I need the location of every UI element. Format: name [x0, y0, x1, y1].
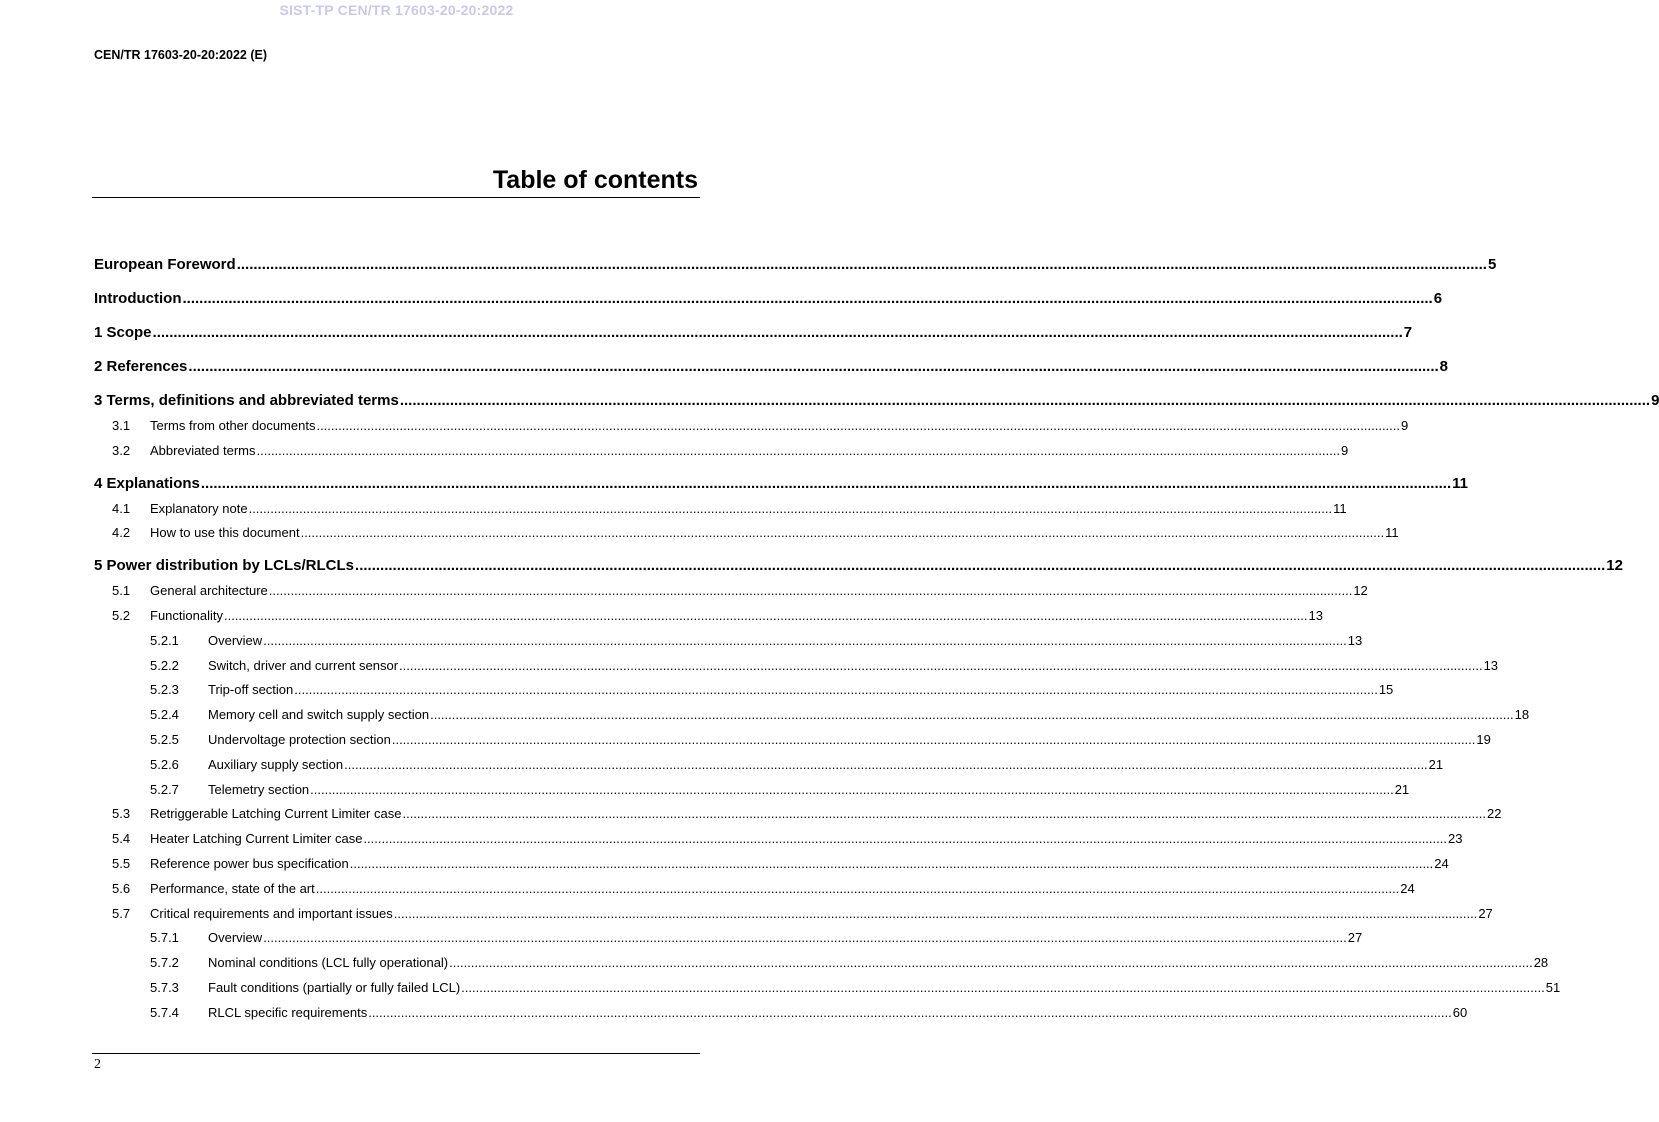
toc-entry-number: 4.1	[112, 500, 131, 516]
toc-entry[interactable]	[94, 254, 1497, 276]
toc-entry-page: 5	[1487, 256, 1497, 273]
toc-entry-number: 5.7	[112, 905, 131, 921]
toc-entry[interactable]	[94, 521, 1399, 546]
toc-entry[interactable]	[94, 827, 1463, 852]
dot-leader: ............................................................................................................................................................................................................................................................................................................	[223, 607, 1308, 623]
toc-entry[interactable]	[94, 703, 1530, 728]
toc-entry[interactable]	[94, 976, 1561, 1001]
toc-entry-page: 24	[1434, 855, 1449, 871]
toc-entry-title: Critical requirements and important issues	[150, 905, 393, 921]
dot-leader: ............................................................................................................................................................................................................................................................................................................	[316, 418, 1400, 433]
table-of-contents	[94, 254, 1659, 1026]
toc-entry-page: 27	[1478, 905, 1493, 921]
toc-entry[interactable]	[94, 322, 1413, 344]
toc-entry-page: 11	[1333, 500, 1347, 516]
toc-entry-title: Overview	[208, 930, 263, 946]
toc-entry[interactable]	[94, 902, 1493, 927]
toc-entry[interactable]	[94, 390, 1659, 412]
dot-leader: ............................................................................................................................................................................................................................................................................................................	[349, 855, 1434, 871]
toc-entry[interactable]	[94, 728, 1491, 753]
dot-leader: ............................................................................................................................................................................................................................................................................................................	[152, 324, 1403, 341]
toc-entry-title: Terms from other documents	[150, 418, 316, 433]
title-divider	[92, 197, 700, 198]
watermark: SIST-TP CEN/TR 17603-20-20:2022	[279, 2, 514, 18]
toc-entry-title: Performance, state of the art	[150, 880, 315, 896]
toc-entry[interactable]	[94, 877, 1415, 902]
toc-entry-title: Functionality	[150, 607, 223, 623]
dot-leader: ............................................................................................................................................................................................................................................................................................................	[263, 632, 1347, 648]
toc-entry-title: 5 Power distribution by LCLs/RLCLs	[94, 557, 355, 575]
toc-entry-number: 5.2.2	[150, 657, 179, 673]
toc-entry-title: 4 Explanations	[94, 474, 200, 492]
toc-entry-page: 9	[1651, 392, 1659, 409]
toc-entry-page: 21	[1394, 781, 1410, 797]
toc-entry[interactable]	[94, 802, 1502, 827]
toc-entry[interactable]	[94, 629, 1363, 654]
toc-entry-title: Reference power bus specification	[150, 855, 349, 871]
toc-entry-number: 5.1	[112, 583, 131, 599]
toc-entry-title: Abbreviated terms	[150, 442, 256, 458]
dot-leader: ............................................................................................................................................................................................................................................................................................................	[399, 657, 1483, 673]
toc-entry-title: Switch, driver and current sensor	[208, 657, 399, 673]
toc-entry-title: Introduction	[94, 290, 182, 307]
toc-entry-page: 28	[1533, 955, 1549, 971]
dot-leader: ............................................................................................................................................................................................................................................................................................................	[355, 557, 1606, 575]
footer-divider	[92, 1053, 700, 1054]
toc-entry-number: 5.3	[112, 806, 131, 822]
toc-entry-page: 9	[1401, 418, 1409, 433]
dot-leader: ............................................................................................................................................................................................................................................................................................................	[315, 880, 1400, 896]
page-number: 2	[94, 1057, 101, 1072]
toc-entry-number: 5.2.4	[150, 707, 179, 723]
toc-entry-title: Auxiliary supply section	[208, 756, 344, 772]
dot-leader: ............................................................................................................................................................................................................................................................................................................	[344, 756, 1428, 772]
toc-entry[interactable]	[94, 439, 1349, 464]
toc-entry-number: 5.2.7	[150, 781, 179, 797]
toc-entry[interactable]	[94, 1001, 1468, 1026]
toc-entry-number: 5.2.6	[150, 756, 179, 772]
toc-entry-page: 13	[1347, 632, 1363, 648]
toc-entry[interactable]	[94, 926, 1363, 951]
toc-entry-page: 12	[1353, 583, 1368, 599]
toc-entry-title: Fault conditions (partially or fully failed LCL)	[208, 979, 461, 995]
toc-entry-page: 13	[1483, 657, 1499, 673]
toc-entry-number: 5.6	[112, 880, 131, 896]
dot-leader: ............................................................................................................................................................................................................................................................................................................	[294, 682, 1378, 698]
toc-entry[interactable]	[94, 555, 1623, 577]
dot-leader: ............................................................................................................................................................................................................................................................................................................	[300, 525, 1385, 541]
toc-entry-page: 9	[1341, 442, 1349, 458]
toc-entry-title: Heater Latching Current Limiter case	[150, 831, 363, 847]
toc-entry-page: 7	[1403, 324, 1413, 341]
toc-entry-title: 3 Terms, definitions and abbreviated terms	[94, 392, 399, 409]
toc-entry-page: 22	[1487, 806, 1502, 822]
toc-entry[interactable]	[94, 497, 1347, 522]
dot-leader: ............................................................................................................................................................................................................................................................................................................	[449, 955, 1533, 971]
toc-entry-page: 27	[1347, 930, 1363, 946]
toc-entry[interactable]	[94, 414, 1409, 439]
toc-entry-number: 5.7.2	[150, 955, 179, 971]
dot-leader: ............................................................................................................................................................................................................................................................................................................	[200, 474, 1452, 492]
toc-entry-number: 5.2.3	[150, 682, 179, 698]
toc-entry-page: 8	[1439, 358, 1448, 375]
dot-leader: ............................................................................................................................................................................................................................................................................................................	[363, 831, 1447, 847]
toc-entry-page: 18	[1514, 707, 1530, 723]
dot-leader: ............................................................................................................................................................................................................................................................................................................	[310, 781, 1394, 797]
toc-entry[interactable]	[94, 753, 1444, 778]
toc-entry-title: Nominal conditions (LCL fully operational)	[208, 955, 449, 971]
toc-entry-page: 11	[1452, 474, 1468, 492]
toc-entry[interactable]	[94, 778, 1410, 803]
dot-leader: ............................................................................................................................................................................................................................................................................................................	[188, 358, 1439, 375]
dot-leader: ............................................................................................................................................................................................................................................................................................................	[461, 979, 1545, 995]
toc-entry[interactable]	[94, 951, 1549, 976]
page-title: Table of contents	[492, 166, 698, 194]
toc-entry-title: Undervoltage protection section	[208, 731, 391, 747]
toc-entry-number: 5.7.1	[150, 930, 179, 946]
toc-entry-number: 3.2	[112, 442, 131, 458]
toc-entry-title: 1 Scope	[94, 324, 152, 341]
toc-entry-title: Explanatory note	[150, 500, 248, 516]
toc-entry[interactable]	[94, 654, 1499, 679]
toc-entry-page: 6	[1433, 290, 1443, 307]
toc-entry[interactable]	[94, 604, 1323, 629]
dot-leader: ............................................................................................................................................................................................................................................................................................................	[248, 500, 1333, 516]
toc-entry-number: 5.2.1	[150, 632, 179, 648]
toc-entry-title: Telemetry section	[208, 781, 310, 797]
toc-entry-title: Memory cell and switch supply section	[208, 707, 430, 723]
toc-entry-number: 5.4	[112, 831, 131, 847]
dot-leader: ............................................................................................................................................................................................................................................................................................................	[182, 290, 1433, 307]
toc-entry[interactable]	[94, 288, 1443, 310]
toc-entry-number: 5.2.5	[150, 731, 179, 747]
toc-entry-number: 4.2	[112, 525, 131, 541]
dot-leader: ............................................................................................................................................................................................................................................................................................................	[236, 256, 1487, 273]
toc-entry-page: 11	[1385, 525, 1399, 541]
toc-entry-title: Overview	[208, 632, 263, 648]
toc-entry-number: 5.7.4	[150, 1004, 179, 1020]
dot-leader: ............................................................................................................................................................................................................................................................................................................	[393, 905, 1478, 921]
dot-leader: ............................................................................................................................................................................................................................................................................................................	[430, 707, 1514, 723]
dot-leader: ............................................................................................................................................................................................................................................................................................................	[368, 1004, 1452, 1020]
toc-entry-page: 15	[1378, 682, 1394, 698]
dot-leader: ............................................................................................................................................................................................................................................................................................................	[391, 731, 1476, 747]
toc-entry-title: General architecture	[150, 583, 268, 599]
dot-leader: ............................................................................................................................................................................................................................................................................................................	[256, 442, 1341, 458]
dot-leader: ............................................................................................................................................................................................................................................................................................................	[263, 930, 1347, 946]
toc-entry-page: 60	[1452, 1004, 1468, 1020]
toc-entry-page: 13	[1308, 607, 1323, 623]
toc-entry[interactable]	[94, 852, 1449, 877]
toc-entry-title: European Foreword	[94, 256, 236, 273]
toc-entry-number: 3.1	[112, 418, 131, 433]
toc-entry-page: 19	[1476, 731, 1491, 747]
toc-entry-title: 2 References	[94, 358, 188, 375]
dot-leader: ............................................................................................................................................................................................................................................................................................................	[402, 806, 1487, 822]
toc-entry-number: 5.7.3	[150, 979, 179, 995]
toc-entry-page: 24	[1400, 880, 1415, 896]
toc-entry[interactable]	[94, 678, 1394, 703]
toc-entry-title: Trip-off section	[208, 682, 294, 698]
document-id: CEN/TR 17603-20-20:2022 (E)	[94, 48, 267, 62]
toc-entry[interactable]	[94, 579, 1368, 604]
toc-entry-number: 5.2	[112, 607, 131, 623]
toc-entry-page: 51	[1545, 979, 1561, 995]
dot-leader: ............................................................................................................................................................................................................................................................................................................	[268, 583, 1353, 599]
toc-entry-title: How to use this document	[150, 525, 300, 541]
toc-entry[interactable]	[94, 356, 1448, 378]
toc-entry-page: 12	[1606, 557, 1623, 575]
toc-entry-title: Retriggerable Latching Current Limiter case	[150, 806, 402, 822]
toc-entry-title: RLCL specific requirements	[208, 1004, 368, 1020]
toc-entry-page: 23	[1447, 831, 1463, 847]
toc-entry[interactable]	[94, 473, 1468, 495]
toc-entry-number: 5.5	[112, 855, 131, 871]
toc-entry-page: 21	[1428, 756, 1444, 772]
dot-leader: ............................................................................................................................................................................................................................................................................................................	[399, 392, 1651, 409]
